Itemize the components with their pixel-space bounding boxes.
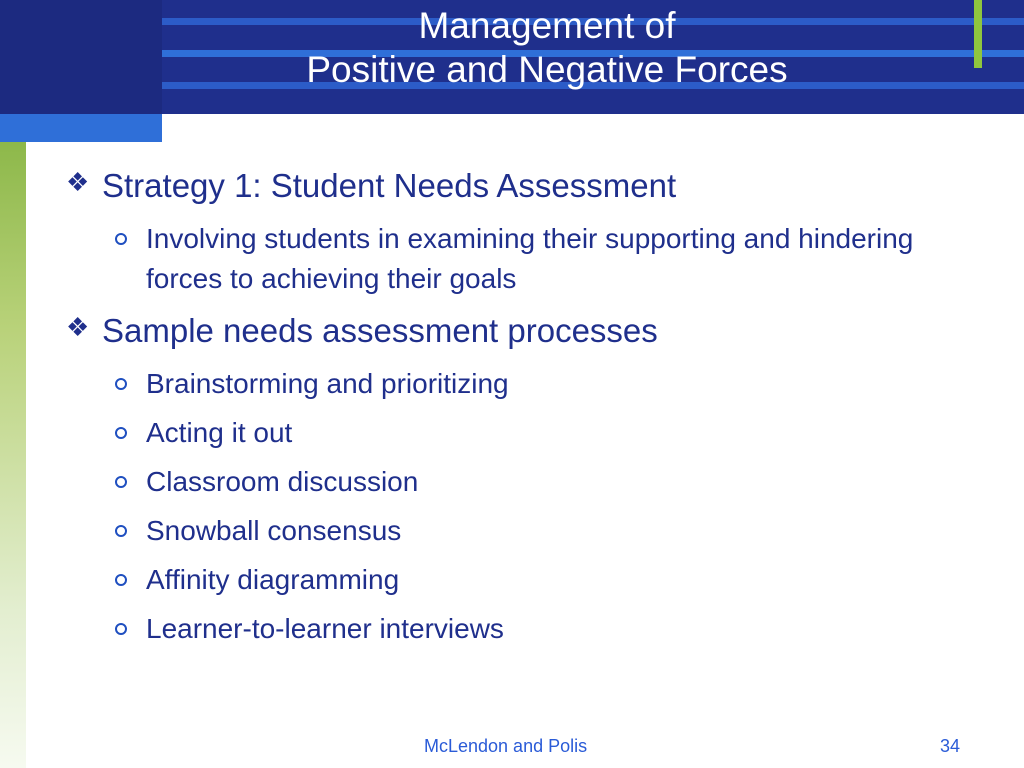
sub-bullet-text: Learner-to-learner interviews [146, 613, 504, 644]
sub-bullet-text: Involving students in examining their supporting and hindering forces to achieving their goals [146, 223, 914, 294]
ring-bullet-icon [115, 378, 127, 390]
sub-bullet-text: Brainstorming and prioritizing [146, 368, 509, 399]
left-green-strip [0, 142, 26, 768]
diamond-cluster-icon: ❖ [66, 167, 90, 197]
diamond-cluster-icon: ❖ [66, 312, 90, 342]
sub-bullet-text: Affinity diagramming [146, 564, 400, 595]
sub-bullet-text: Acting it out [146, 417, 293, 448]
ring-bullet-icon [115, 427, 127, 439]
ring-bullet-icon [115, 623, 127, 635]
header-green-accent [974, 0, 982, 68]
title-line-2: Positive and Negative Forces [306, 49, 788, 90]
sub-bullet-text: Classroom discussion [146, 466, 419, 497]
ring-bullet-icon [115, 525, 127, 537]
bullet-text: Sample needs assessment processes [102, 312, 658, 349]
footer-author: McLendon and Polis [424, 736, 588, 756]
ring-bullet-icon [115, 476, 127, 488]
ring-bullet-icon [115, 233, 127, 245]
sub-bullet-text: Snowball consensus [146, 515, 402, 546]
title-line-1: Management of [418, 5, 676, 46]
slide-title [162, 4, 932, 92]
header-accent-tab [0, 114, 162, 142]
bullet-text: Strategy 1: Student Needs Assessment [102, 167, 677, 204]
page-number: 34 [940, 736, 961, 756]
ring-bullet-icon [115, 574, 127, 586]
header-dark-block [0, 0, 162, 114]
